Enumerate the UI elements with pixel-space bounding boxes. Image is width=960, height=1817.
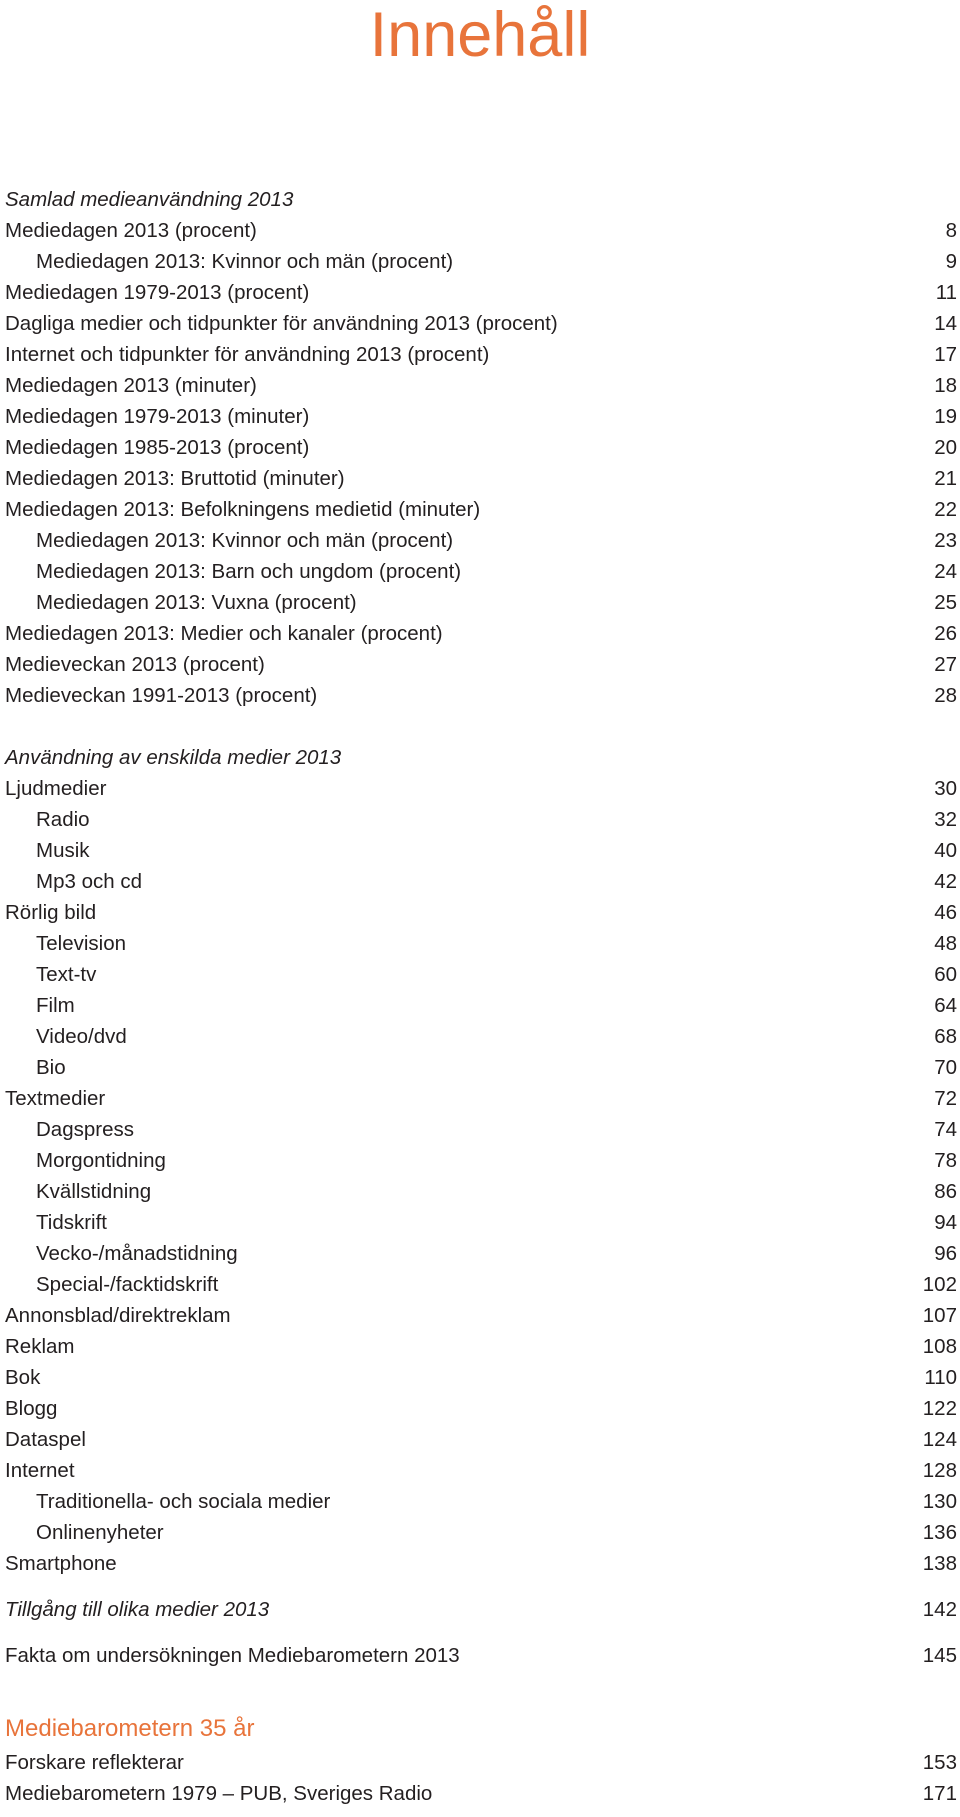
toc-entry-label: Mp3 och cd bbox=[36, 870, 142, 893]
toc-entry-page: 21 bbox=[934, 467, 957, 490]
toc-entry-label: Dagliga medier och tidpunkter för användning 2013 (procent) bbox=[5, 312, 558, 335]
toc-entry-page: 30 bbox=[934, 777, 957, 800]
toc-entry-label: Textmedier bbox=[5, 1087, 106, 1110]
toc-entry-page: 25 bbox=[934, 591, 957, 614]
toc-entry-page: 136 bbox=[922, 1521, 957, 1544]
section-heading-label: Samlad medieanvändning 2013 bbox=[5, 188, 294, 211]
toc-entry-page: 102 bbox=[922, 1273, 957, 1296]
toc-entry-page: 130 bbox=[922, 1490, 957, 1513]
toc-entry-page: 17 bbox=[934, 343, 957, 366]
toc-entry-label: Special-/facktidskrift bbox=[36, 1273, 219, 1296]
toc-entry-label: Internet bbox=[5, 1459, 75, 1482]
toc-entry-label: Ljudmedier bbox=[5, 777, 107, 800]
toc-entry-label: Mediedagen 2013 (minuter) bbox=[5, 374, 257, 397]
toc-entry-label: Text-tv bbox=[36, 963, 97, 986]
toc-entry-label: Mediedagen 2013: Kvinnor och män (procent) bbox=[36, 250, 454, 273]
toc-entry-page: 18 bbox=[934, 374, 957, 397]
toc-entry[interactable] bbox=[5, 308, 957, 339]
toc-entry-label: Medieveckan 2013 (procent) bbox=[5, 653, 265, 676]
toc-entry-label: Kvällstidning bbox=[36, 1180, 152, 1203]
toc-entry-label: Vecko-/månadstidning bbox=[36, 1242, 238, 1265]
toc-entry[interactable] bbox=[5, 990, 957, 1021]
toc-entry-label: Morgontidning bbox=[36, 1149, 166, 1172]
toc-entry[interactable] bbox=[5, 525, 957, 556]
toc-entry-page: 24 bbox=[934, 560, 957, 583]
toc-entry-page: 171 bbox=[922, 1782, 957, 1805]
toc-entry-page: 42 bbox=[934, 870, 957, 893]
toc-entry[interactable] bbox=[5, 1517, 957, 1548]
toc-entry[interactable] bbox=[5, 866, 957, 897]
toc-entry[interactable] bbox=[5, 1393, 957, 1424]
toc-entry-page: 108 bbox=[922, 1335, 957, 1358]
toc-entry-page: 28 bbox=[934, 684, 957, 707]
toc-entry-page: 23 bbox=[934, 529, 957, 552]
toc-entry-label: Dagspress bbox=[36, 1118, 134, 1141]
toc-entry[interactable] bbox=[5, 246, 957, 277]
toc-entry-page: 72 bbox=[934, 1087, 957, 1110]
toc-entry-label: Mediedagen 2013 (procent) bbox=[5, 219, 257, 242]
toc-entry[interactable] bbox=[5, 401, 957, 432]
toc-entry-page: 48 bbox=[934, 932, 957, 955]
toc-entry[interactable] bbox=[5, 773, 957, 804]
toc-entry-page: 26 bbox=[934, 622, 957, 645]
toc-entry-label: Video/dvd bbox=[36, 1025, 127, 1048]
toc-entry-label: Mediedagen 2013: Bruttotid (minuter) bbox=[5, 467, 345, 490]
toc-entry-label: Fakta om undersökningen Mediebarometern 2013 bbox=[5, 1644, 460, 1667]
toc-entry-page: 153 bbox=[922, 1751, 957, 1774]
toc-entry[interactable] bbox=[5, 804, 957, 835]
toc-entry[interactable] bbox=[5, 1362, 957, 1393]
toc-entry[interactable] bbox=[5, 1778, 957, 1809]
toc-entry[interactable] bbox=[5, 897, 957, 928]
toc-entry[interactable] bbox=[5, 277, 957, 308]
toc-entry-label: Mediedagen 2013: Kvinnor och män (procent) bbox=[36, 529, 454, 552]
toc-entry[interactable] bbox=[5, 1747, 957, 1778]
toc-entry-page: 40 bbox=[934, 839, 957, 862]
toc-entry-page: 60 bbox=[934, 963, 957, 986]
toc-entry-label: Mediedagen 2013: Vuxna (procent) bbox=[36, 591, 357, 614]
toc-entry-label: Mediebarometern 1979 – PUB, Sveriges Radio bbox=[5, 1782, 433, 1805]
toc-entry[interactable] bbox=[5, 1083, 957, 1114]
toc-entry-page: 86 bbox=[934, 1180, 957, 1203]
toc-entry-label: Internet och tidpunkter för användning 2013 (procent) bbox=[5, 343, 490, 366]
toc-entry-page: 64 bbox=[934, 994, 957, 1017]
toc-entry-page: 74 bbox=[934, 1118, 957, 1141]
section-heading bbox=[5, 1711, 957, 1747]
toc-entry-label: Mediedagen 1979-2013 (procent) bbox=[5, 281, 310, 304]
toc-entry[interactable] bbox=[5, 494, 957, 525]
toc-entry[interactable] bbox=[5, 1145, 957, 1176]
toc-entry-page: 110 bbox=[924, 1366, 957, 1389]
toc-entry-label: Film bbox=[36, 994, 75, 1017]
toc-entry[interactable] bbox=[5, 463, 957, 494]
toc-entry[interactable] bbox=[5, 1331, 957, 1362]
page-title: Innehåll bbox=[369, 0, 591, 70]
toc-entry-page: 46 bbox=[934, 901, 957, 924]
toc-entry-label: Traditionella- och sociala medier bbox=[36, 1490, 331, 1513]
toc-entry-page: 78 bbox=[934, 1149, 957, 1172]
toc-entry[interactable] bbox=[5, 1486, 957, 1517]
toc-entry[interactable] bbox=[5, 587, 957, 618]
toc-entry[interactable] bbox=[5, 1207, 957, 1238]
toc-entry-page: 94 bbox=[934, 1211, 957, 1234]
toc-entry[interactable] bbox=[5, 339, 957, 370]
toc-entry-page: 8 bbox=[945, 219, 957, 242]
toc-entry-page: 20 bbox=[934, 436, 957, 459]
toc-entry[interactable] bbox=[5, 556, 957, 587]
toc-entry-page: 138 bbox=[922, 1552, 957, 1575]
toc-entry[interactable] bbox=[5, 1176, 957, 1207]
toc-entry-label: Radio bbox=[36, 808, 90, 831]
toc-entry[interactable] bbox=[5, 1052, 957, 1083]
toc-entry-label: Onlinenyheter bbox=[36, 1521, 164, 1544]
toc-entry-label: Smartphone bbox=[5, 1552, 117, 1575]
toc-entry[interactable] bbox=[5, 649, 957, 680]
toc-entry[interactable] bbox=[5, 680, 957, 711]
toc-entry-page: 27 bbox=[934, 653, 957, 676]
toc-entry-page: 96 bbox=[934, 1242, 957, 1265]
toc-entry[interactable] bbox=[5, 1548, 957, 1579]
toc-entry-label: Forskare reflekterar bbox=[5, 1751, 184, 1774]
toc-entry[interactable] bbox=[5, 835, 957, 866]
toc-entry-page: 128 bbox=[922, 1459, 957, 1482]
toc-entry-label: Reklam bbox=[5, 1335, 75, 1358]
toc-entry-page: 107 bbox=[922, 1304, 957, 1327]
toc-entry[interactable] bbox=[5, 1594, 957, 1625]
toc-entry-page: 124 bbox=[922, 1428, 957, 1451]
toc-entry-label: Mediedagen 2013: Barn och ungdom (procent) bbox=[36, 560, 462, 583]
toc-entry-page: 19 bbox=[934, 405, 957, 428]
toc-entry-label: Musik bbox=[36, 839, 90, 862]
toc-entry[interactable] bbox=[5, 215, 957, 246]
toc-entry-label: Bio bbox=[36, 1056, 66, 1079]
toc-entry-page: 11 bbox=[935, 281, 957, 304]
toc-entry-label: Tillgång till olika medier 2013 bbox=[5, 1598, 270, 1621]
section-heading-label: Användning av enskilda medier 2013 bbox=[5, 746, 342, 769]
toc-entry-page: 22 bbox=[934, 498, 957, 521]
toc-entry-page: 68 bbox=[934, 1025, 957, 1048]
toc-entry[interactable] bbox=[5, 370, 957, 401]
table-of-contents bbox=[5, 184, 957, 1809]
toc-entry[interactable] bbox=[5, 1424, 957, 1455]
toc-entry-label: Mediedagen 2013: Befolkningens medietid (minuter) bbox=[5, 498, 481, 521]
toc-entry[interactable] bbox=[5, 1021, 957, 1052]
toc-entry[interactable] bbox=[5, 1300, 957, 1331]
toc-entry-page: 142 bbox=[922, 1598, 957, 1621]
toc-entry-page: 70 bbox=[934, 1056, 957, 1079]
toc-entry-page: 32 bbox=[934, 808, 957, 831]
toc-entry-label: Medieveckan 1991-2013 (procent) bbox=[5, 684, 318, 707]
toc-entry-page: 9 bbox=[945, 250, 957, 273]
toc-entry[interactable] bbox=[5, 1114, 957, 1145]
section-heading bbox=[5, 184, 957, 215]
toc-entry-label: Television bbox=[36, 932, 127, 955]
toc-entry-label: Mediedagen 1979-2013 (minuter) bbox=[5, 405, 310, 428]
toc-entry[interactable] bbox=[5, 432, 957, 463]
toc-entry-page: 14 bbox=[934, 312, 957, 335]
toc-entry-label: Bok bbox=[5, 1366, 41, 1389]
toc-entry-label: Rörlig bild bbox=[5, 901, 97, 924]
toc-entry-page: 122 bbox=[922, 1397, 957, 1420]
toc-entry[interactable] bbox=[5, 618, 957, 649]
toc-entry-label: Tidskrift bbox=[36, 1211, 107, 1234]
toc-entry[interactable] bbox=[5, 1640, 957, 1671]
toc-entry-label: Mediedagen 1985-2013 (procent) bbox=[5, 436, 310, 459]
toc-entry[interactable] bbox=[5, 928, 957, 959]
toc-entry[interactable] bbox=[5, 959, 957, 990]
section-heading-label: Mediebarometern 35 år bbox=[5, 1715, 255, 1742]
toc-entry-label: Blogg bbox=[5, 1397, 58, 1420]
section-heading bbox=[5, 742, 957, 773]
toc-entry[interactable] bbox=[5, 1238, 957, 1269]
toc-entry[interactable] bbox=[5, 1455, 957, 1486]
toc-entry-label: Annonsblad/direktreklam bbox=[5, 1304, 231, 1327]
toc-entry-label: Dataspel bbox=[5, 1428, 86, 1451]
toc-entry-label: Mediedagen 2013: Medier och kanaler (procent) bbox=[5, 622, 443, 645]
toc-entry[interactable] bbox=[5, 1269, 957, 1300]
toc-entry-page: 145 bbox=[922, 1644, 957, 1667]
